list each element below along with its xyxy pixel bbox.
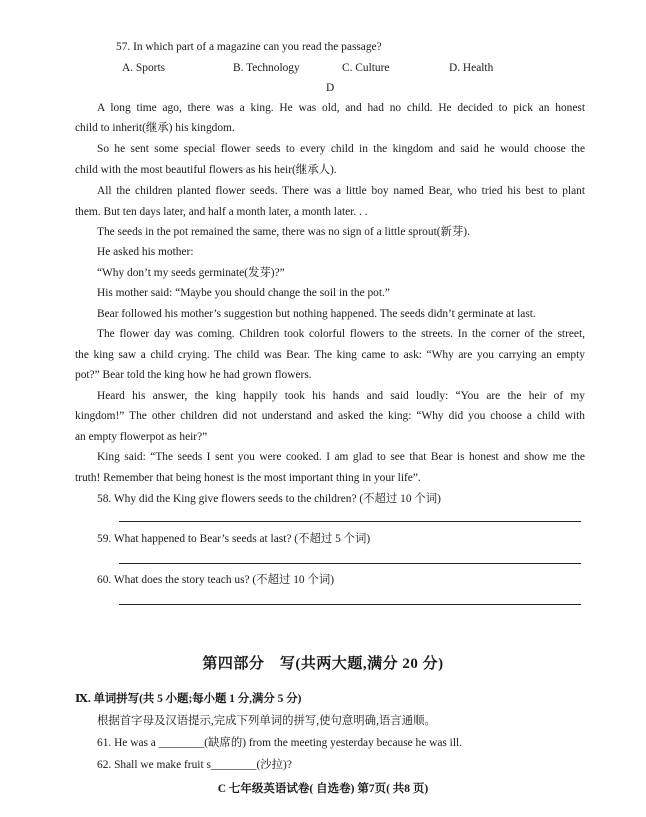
question-61: 61. He was a ________(缺席的) from the meeting yesterday because he was ill. [97,737,463,749]
answer-line-60[interactable] [119,604,581,605]
q57-option-a: A. Sports [122,62,166,74]
part4-heading: 第四部分 写(共两大题,满分 20 分) [202,656,444,672]
section-d-label: D [326,82,335,94]
q57-option-c: C. Culture [342,62,390,74]
passage-line: “Why don’t my seeds germinate(发芽)?” [97,267,285,279]
question-58: 58. Why did the King give flowers seeds to the children? (不超过 10 个词) [97,493,441,505]
question-62: 62. Shall we make fruit s________(沙拉)? [97,759,292,771]
passage-line: kingdom!” The other children did not understand and asked the king: “Why did you choose a child with [75,410,585,422]
question-59: 59. What happened to Bear’s seeds at last? (不超过 5 个词) [97,533,371,545]
section9-title: Ⅸ. 单词拼写(共 5 小题;每小题 1 分,满分 5 分) [75,693,302,705]
passage-line: the king saw a child crying. The child was Bear. The king came to ask: “Why are you carrying an empty [75,349,585,361]
question-60: 60. What does the story teach us? (不超过 10 个词) [97,574,335,586]
passage-line: child with the most beautiful flowers as his heir(继承人). [75,164,337,176]
passage-line: Heard his answer, the king happily took his hands and said loudly: “You are the heir of my [97,390,585,402]
q57-option-d: D. Health [449,62,494,74]
passage-line: King said: “The seeds I sent you were cooked. I am glad to see that Bear is honest and show me the [97,451,585,463]
passage-line: So he sent some special flower seeds to every child in the kingdom and said he would choose the [97,143,585,155]
passage-line: The seeds in the pot remained the same, there was no sign of a little sprout(新芽). [97,226,470,238]
passage-line: He asked his mother: [97,246,194,258]
passage-line: Bear followed his mother’s suggestion but nothing happened. The seeds didn’t germinate at last. [97,308,536,320]
answer-line-59[interactable] [119,563,581,564]
passage-line: child to inherit(继承) his kingdom. [75,122,235,134]
passage-line: The flower day was coming. Children took colorful flowers to the streets. In the corner of the street, [97,328,585,340]
q57-option-b: B. Technology [233,62,300,74]
question-57: 57. In which part of a magazine can you read the passage? [116,41,382,53]
passage-line: His mother said: “Maybe you should change the soil in the pot.” [97,287,390,299]
passage-line: pot?” Bear told the king how he had grown flowers. [75,369,312,381]
answer-line-58[interactable] [119,521,581,522]
passage-line: All the children planted flower seeds. There was a little boy named Bear, who tried his best to plant [97,185,585,197]
section9-instruction: 根据首字母及汉语提示,完成下列单词的拼写,使句意明确,语言通顺。 [97,715,436,727]
passage-line: A long time ago, there was a king. He was old, and had no child. He decided to pick an honest [97,102,585,114]
passage-line: an empty flowerpot as heir?” [75,431,208,443]
passage-line: truth! Remember that being honest is the most important thing in your life”. [75,472,421,484]
page-footer: C 七年级英语试卷( 自选卷) 第7页( 共8 页) [217,783,429,795]
passage-line: them. But ten days later, and half a month later, a month later. . . [75,206,368,218]
